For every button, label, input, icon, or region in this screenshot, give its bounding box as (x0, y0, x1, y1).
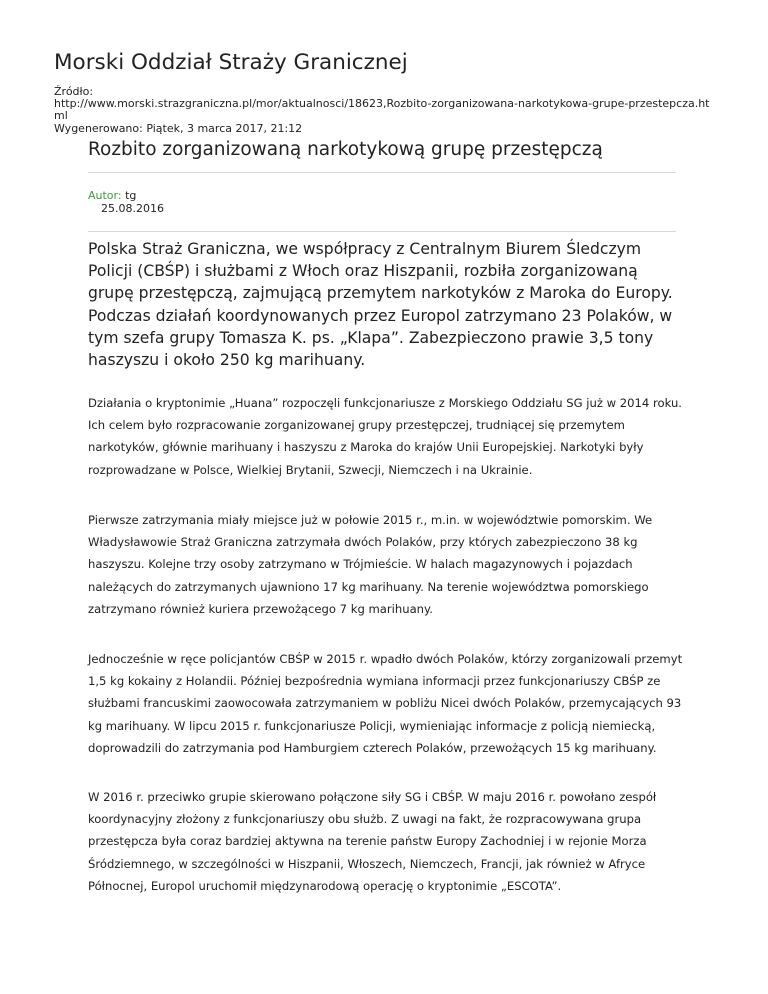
article-paragraph: Działania o kryptonimie „Huana” rozpoczęli funkcjonariusze z Morskiego Oddziału SG już w 2014 roku. Ich celem było rozpracowanie zorganizowanej grupy przestępczej, trudniącej się przemytem narkotyków, głównie marihuany i haszyszu z Maroka do krajów Unii Europejskiej. Narkotyki były rozprowadzane w Polsce, Wielkiej Brytanii, Szwecji, Niemczech i na Ukrainie. (88, 396, 682, 477)
source-url[interactable]: http://www.morski.strazgraniczna.pl/mor/aktualnosci/18623,Rozbito-zorganizowana-narkotykowa-grupe-przestepcza.html (54, 97, 710, 123)
site-title: Morski Oddział Straży Granicznej (54, 50, 408, 75)
article-paragraph: W 2016 r. przeciwko grupie skierowano połączone siły SG i CBŚP. W maju 2016 r. powołano zespół koordynacyjny złożony z funkcjonariuszy obu służb. Z uwagi na fakt, że rozpracowywana grupa przestępcza była coraz bardziej aktywna na terenie państw Europy Zachodniej i w rejonie Morza Śródziemnego, w szczególności w Hiszpanii, Włoszech, Niemczech, Francji, jak również w Afryce Północnej, Europol uruchomił międzynarodową operację o kryptonimie „ESCOTA”. (88, 790, 657, 893)
article-title: Rozbito zorganizowaną narkotykową grupę przestępczą (88, 139, 603, 160)
article-paragraph: Pierwsze zatrzymania miały miejsce już w połowie 2015 r., m.in. w województwie pomorskim. We Władysławowie Straż Graniczna zatrzymała dwóch Polaków, przy których zabezpieczono 38 kg haszyszu. Kolejne trzy osoby zatrzymano w Trójmieście. W halach magazynowych i pojazdach należących do zatrzymanych ujawniono 17 kg marihuany. Na terenie województwa pomorskiego zatrzymano również kuriera przewożącego 7 kg marihuany. (88, 513, 653, 616)
source-label: Źródło: (54, 85, 94, 98)
article-date: 25.08.2016 (101, 202, 164, 215)
meta-divider (88, 231, 676, 232)
author-line (88, 189, 136, 202)
article-paragraph: Jednocześnie w ręce policjantów CBŚP w 2015 r. wpadło dwóch Polaków, którzy zorganizowali przemyt 1,5 kg kokainy z Holandii. Później bezpośrednia wymiana informacji przez funkcjonariuszy CBŚP ze służbami francuskimi zaowocowała zatrzymaniem w pobliżu Nicei dwóch Polaków, przemycających 93 kg marihuany. W lipcu 2015 r. funkcjonariusze Policji, wymieniając informacje z policją niemiecką, doprowadzili do zatrzymania pod Hamburgiem czterech Polaków, przewożących 15 kg marihuany. (88, 652, 683, 755)
author-label: Autor: (88, 189, 122, 202)
article-lead: Polska Straż Graniczna, we współpracy z Centralnym Biurem Śledczym Policji (CBŚP) i służbami z Włoch oraz Hiszpanii, rozbiła zorganizowaną grupę przestępczą, zajmującą przemytem narkotyków z Maroka do Europy. Podczas działań koordynowanych przez Europol zatrzymano 23 Polaków, w tym szefa grupy Tomasza K. ps. „Klapa”. Zabezpieczono prawie 3,5 tony haszyszu i około 250 kg marihuany. (88, 240, 673, 370)
generated-timestamp: Wygenerowano: Piątek, 3 marca 2017, 21:12 (54, 121, 303, 135)
author-name: tg (125, 189, 137, 202)
document-meta (54, 86, 716, 135)
title-divider (88, 172, 676, 173)
